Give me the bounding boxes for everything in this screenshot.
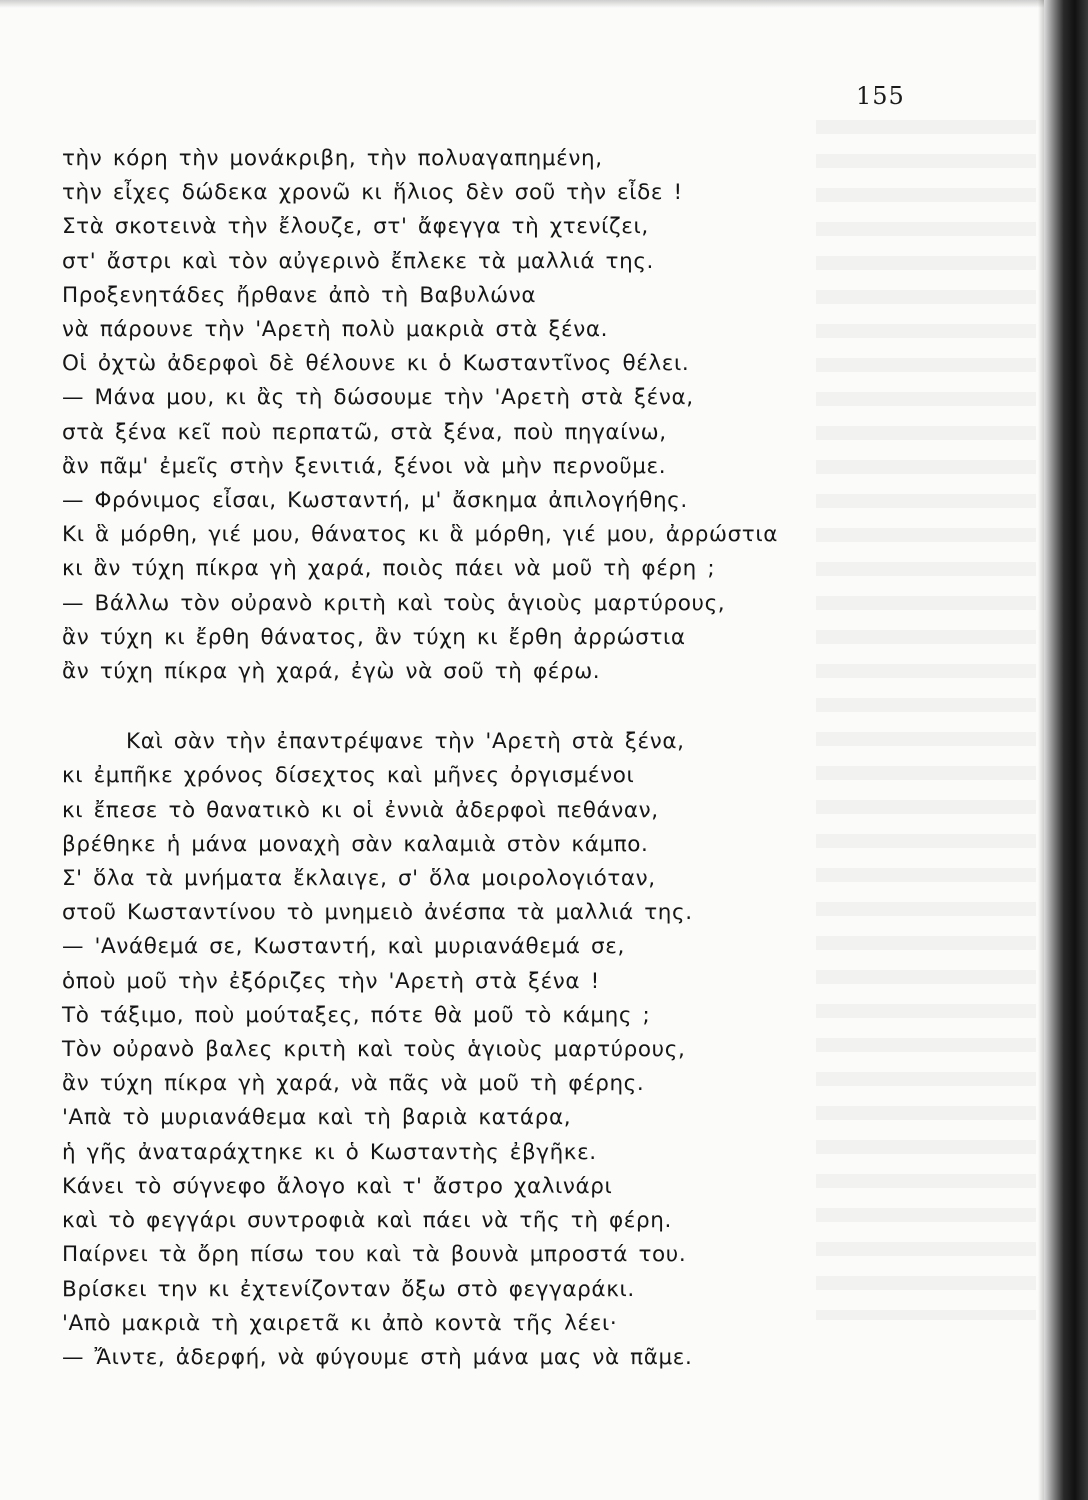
- verse-line: Καὶ σὰν τὴν ἐπαντρέψανε τὴν 'Αρετὴ στὰ ξένα,: [126, 729, 685, 755]
- verse-line: κι ἔπεσε τὸ θανατικὸ κι οἱ ἐννιὰ ἀδερφοὶ πεθάναν,: [62, 797, 659, 823]
- verse-line: — Ἄιντε, ἀδερφή, νὰ φύγουμε στὴ μάνα μας νὰ πᾶμε.: [62, 1344, 693, 1370]
- verse-line: Τὸν οὐρανὸ βαλες κριτὴ καὶ τοὺς ἁγιοὺς μαρτύρους,: [62, 1037, 686, 1063]
- verse-line: — 'Ανάθεμά σε, Κωσταντή, καὶ μυριανάθεμά σε,: [62, 934, 625, 960]
- verse-line: Κάνει τὸ σύγνεφο ἄλογο καὶ τ' ἄστρο χαλινάρι: [62, 1173, 613, 1199]
- verse-line: ἂν πᾶμ' ἐμεῖς στὴν ξενιτιά, ξένοι νὰ μὴν περνοῦμε.: [62, 453, 667, 479]
- verse-line: Προξενητάδες ἤρθανε ἀπὸ τὴ Βαβυλώνα: [62, 282, 537, 308]
- verse-line: 'Απὸ μακριὰ τὴ χαιρετᾶ κι ἀπὸ κοντὰ τῆς λέει·: [62, 1310, 618, 1336]
- verse-line: ἡ γῆς ἀναταράχτηκε κι ὁ Κωσταντὴς ἐβγῆκε.: [62, 1139, 597, 1165]
- verse-line: ὁποὺ μοῦ τὴν ἐξόριζες τὴν 'Αρετὴ στὰ ξένα !: [62, 968, 600, 994]
- verse-line: ἂν τύχη πίκρα γὴ χαρά, ἐγὼ νὰ σοῦ τὴ φέρω.: [62, 659, 601, 685]
- verse-line: Κι ἃ μόρθη, γιέ μου, θάνατος κι ἃ μόρθη, γιέ μου, ἀρρώστια: [62, 522, 779, 548]
- verse-line: ἂν τύχη κι ἔρθη θάνατος, ἂν τύχη κι ἔρθη ἀρρώστια: [62, 624, 686, 650]
- page-number: 155: [856, 82, 905, 110]
- verse-line: νὰ πάρουνε τὴν 'Αρετὴ πολὺ μακριὰ στὰ ξένα.: [62, 317, 609, 343]
- verse-line: στ' ἄστρι καὶ τὸν αὐγερινὸ ἔπλεκε τὰ μαλλιά της.: [62, 248, 654, 274]
- verse-line: Στὰ σκοτεινὰ τὴν ἔλουζε, στ' ἄφεγγα τὴ χτενίζει,: [62, 214, 649, 240]
- verse-line: καὶ τὸ φεγγάρι συντροφιὰ καὶ πάει νὰ τῆς τὴ φέρη.: [62, 1208, 672, 1234]
- stanza-2: [62, 725, 962, 1375]
- verse-line: — Μάνα μου, κι ἂς τὴ δώσουμε τὴν 'Αρετὴ στὰ ξένα,: [62, 385, 694, 411]
- verse-line: Τὸ τάξιμο, ποὺ μούταξες, πότε θὰ μοῦ τὸ κάμης ;: [62, 1002, 651, 1028]
- verse-line: Σ' ὅλα τὰ μνήματα ἔκλαιγε, σ' ὅλα μοιρολογιόταν,: [62, 866, 656, 892]
- top-shadow: [0, 0, 1088, 8]
- verse-line: ἂν τύχη πίκρα γὴ χαρά, νὰ πᾶς νὰ μοῦ τὴ φέρης.: [62, 1071, 645, 1097]
- verse-line: στὰ ξένα κεῖ ποὺ περπατῶ, στὰ ξένα, ποὺ πηγαίνω,: [62, 419, 667, 445]
- verse-line: κι ἐμπῆκε χρόνος δίσεχτος καὶ μῆνες ὀργισμένοι: [62, 763, 635, 789]
- book-spine-edge: [1044, 0, 1088, 1500]
- verse-line: τὴν εἶχες δώδεκα χρονῶ κι ἥλιος δὲν σοῦ τὴν εἶδε !: [62, 180, 683, 206]
- verse-line: — Βάλλω τὸν οὐρανὸ κριτὴ καὶ τοὺς ἁγιοὺς μαρτύρους,: [62, 590, 726, 616]
- stanza-1: [62, 142, 962, 689]
- verse-line: Οἱ ὀχτὼ ἀδερφοὶ δὲ θέλουνε κι ὁ Κωσταντῖνος θέλει.: [62, 351, 690, 377]
- verse-line: στοῦ Κωσταντίνου τὸ μνημειὸ ἀνέσπα τὰ μαλλιά της.: [62, 900, 693, 926]
- verse-line: βρέθηκε ἡ μάνα μοναχὴ σὰν καλαμιὰ στὸν κάμπο.: [62, 831, 649, 857]
- verse-line: 'Απὰ τὸ μυριανάθεμα καὶ τὴ βαριὰ κατάρα,: [62, 1105, 572, 1131]
- verse-line: Βρίσκει την κι ἐχτενίζονταν ὄξω στὸ φεγγαράκι.: [62, 1276, 635, 1302]
- verse-line: τὴν κόρη τὴν μονάκριβη, τὴν πολυαγαπημένη,: [62, 146, 603, 171]
- verse-line: κι ἂν τύχη πίκρα γὴ χαρά, ποιὸς πάει νὰ μοῦ τὴ φέρη ;: [62, 556, 716, 582]
- verse-line: Παίρνει τὰ ὄρη πίσω του καὶ τὰ βουνὰ μπροστά του.: [62, 1242, 687, 1268]
- verse-line: — Φρόνιμος εἶσαι, Κωσταντή, μ' ἄσκημα ἀπιλογήθης.: [62, 488, 688, 514]
- poem-text: [62, 142, 962, 1375]
